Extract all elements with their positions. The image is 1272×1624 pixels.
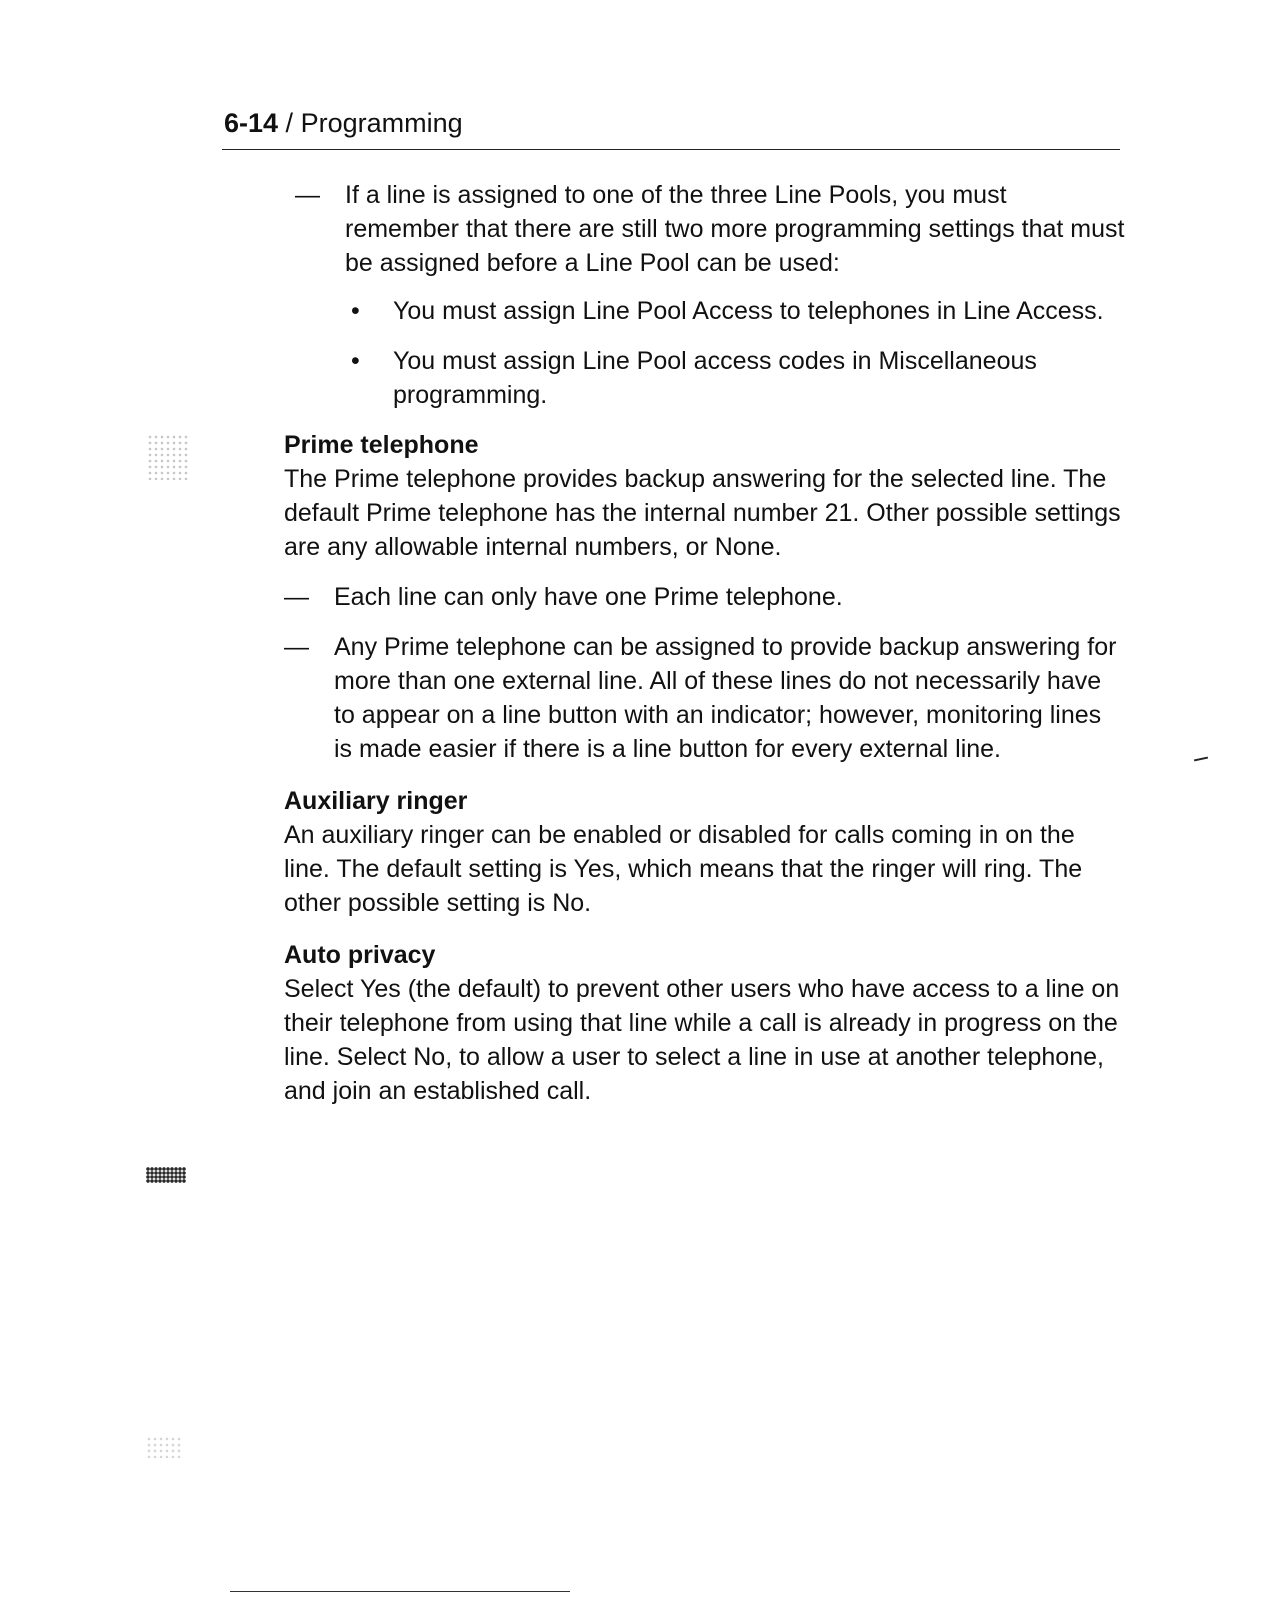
prime-item	[284, 630, 1125, 766]
section-body: An auxiliary ringer can be enabled or disabled for calls coming in on the line. The default setting is Yes, which means that the ringer will ring. The other possible setting is No.	[284, 821, 1083, 917]
prime-item	[284, 580, 1125, 614]
dash-mark: —	[284, 633, 309, 661]
section-heading: Auto privacy	[284, 941, 436, 969]
bullet-item	[345, 294, 1125, 328]
section-heading: Auxiliary ringer	[284, 787, 468, 815]
prime-item-text: Each line can only have one Prime telephone.	[334, 583, 843, 611]
dash-mark: —	[284, 583, 309, 611]
scan-speckle	[147, 434, 189, 480]
bullet-text: You must assign Line Pool access codes in Miscellaneous programming.	[393, 347, 1037, 409]
footer-rule	[230, 1591, 570, 1592]
section-body: The Prime telephone provides backup answering for the selected line. The default Prime telephone has the internal number 21. Other possible settings are any allowable internal numbers, or None.	[284, 465, 1121, 561]
page-header	[224, 106, 463, 140]
scan-mark	[1194, 757, 1208, 762]
bullet-mark: •	[351, 297, 360, 325]
line-pool-note	[295, 178, 1125, 412]
section-body: Select Yes (the default) to prevent other users who have access to a line on their telephone from using that line while a call is already in progress on the line. Select No, to allow a user to select a line in use at another telephone, and join an established call.	[284, 975, 1120, 1105]
dash-mark: —	[295, 181, 320, 209]
scan-speckle	[146, 1436, 182, 1458]
bullet-item	[345, 344, 1125, 412]
prime-item-text: Any Prime telephone can be assigned to provide backup answering for more than one external line. All of these lines do not necessarily have to appear on a line button with an indicator; however, monitoring lines is made easier if there is a line button for every external line.	[334, 633, 1117, 763]
line-pool-note-text: If a line is assigned to one of the three Line Pools, you must remember that there are still two more programming settings that must be assigned before a Line Pool can be used:	[345, 181, 1125, 277]
page-content	[284, 178, 1125, 1124]
section-auto-privacy	[284, 938, 1125, 1108]
section-prime-telephone	[284, 428, 1125, 766]
header-separator: /	[278, 108, 301, 138]
bullet-text: You must assign Line Pool Access to telephones in Line Access.	[393, 297, 1104, 325]
page-number: 6-14	[224, 108, 279, 138]
section-heading: Prime telephone	[284, 431, 479, 459]
line-pool-bullets	[295, 294, 1125, 412]
bullet-mark: •	[351, 347, 360, 375]
scan-speckle	[146, 1167, 186, 1183]
header-rule	[222, 149, 1120, 150]
section-auxiliary-ringer	[284, 784, 1125, 920]
chapter-title: Programming	[300, 108, 463, 138]
